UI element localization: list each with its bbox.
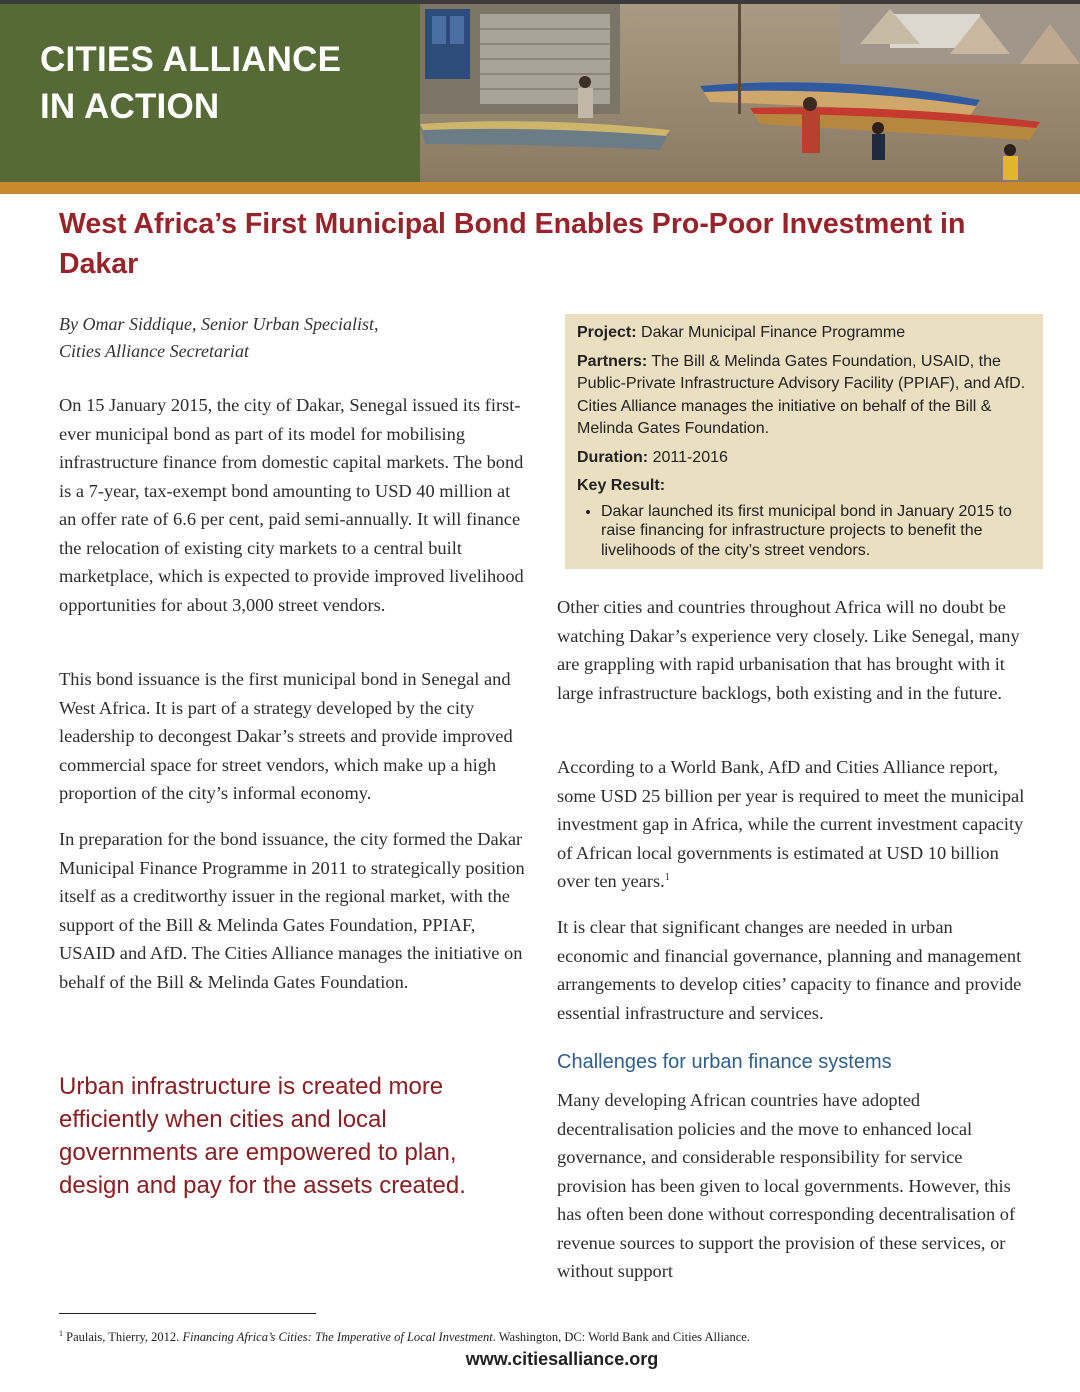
footnote-reference[interactable]: 1	[664, 871, 670, 883]
footnote-author: Paulais, Thierry, 2012.	[66, 1330, 183, 1345]
banner-title-line-1: CITIES ALLIANCE	[40, 40, 342, 79]
right-paragraph-2	[557, 753, 1027, 896]
left-paragraph-1: On 15 January 2015, the city of Dakar, Senegal issued its first-ever municipal bond as part of its model for mobilising infrastructure finance from domestic capital markets. The bond is a 7-year, tax-exempt bond amounting to USD 40 million at an offer rate of 6.6 per cent, paid semi-annually. It will finance the relocation of existing city markets to a central built marketplace, which is expected to provide improved livelihood opportunities for about 3,000 street vendors.	[59, 395, 524, 615]
left-paragraph-3: In preparation for the bond issuance, the city formed the Dakar Municipal Finance Programme in 2011 to strategically position itself as a creditworthy issuer in the regional market, with the support of the Bill & Melinda Gates Foundation, PPIAF, USAID and AfD. The Cities Alliance manages the initiative on behalf of the Bill & Melinda Gates Foundation.	[59, 829, 525, 992]
article-title: West Africa’s First Municipal Bond Enables Pro-Poor Investment in Dakar	[59, 208, 966, 280]
project-info-box	[565, 314, 1043, 569]
project-row	[577, 322, 1031, 345]
partners-label: Partners:	[577, 352, 648, 370]
footnote	[59, 1325, 1039, 1346]
right-paragraph-3: It is clear that significant changes are needed in urban economic and financial governance, planning and management arrangements to develop cities’ capacity to finance and provide essential infrastructure and services.	[557, 917, 1022, 1023]
partners-value: The Bill & Melinda Gates Foundation, USAID, the Public-Private Infrastructure Advisory Facility (PPIAF), and AfD. Cities Alliance manages the initiative on behalf of the Bill & Melinda Gates Foundation.	[577, 352, 1026, 437]
byline-author: By Omar Siddique, Senior Urban Specialist,	[59, 314, 379, 334]
byline	[59, 311, 509, 365]
project-label: Project:	[577, 324, 637, 341]
banner-title-block	[0, 4, 420, 182]
header-banner	[0, 0, 1080, 194]
duration-value: 2011-2016	[652, 448, 728, 466]
footnote-title: Financing Africa’s Cities: The Imperative of Local Investment	[182, 1330, 493, 1345]
footnote-rule	[59, 1313, 316, 1314]
left-paragraph-2: This bond issuance is the first municipal bond in Senegal and West Africa. It is part of a strategy developed by the city leadership to decongest Dakar’s streets and provide improved commercial space for street vendors, which make up a high proportion of the city’s informal economy.	[59, 669, 513, 803]
duration-row	[577, 447, 1031, 470]
key-result-list	[577, 502, 1031, 561]
beach-boats-photo	[420, 4, 1080, 182]
key-result-label: Key Result:	[577, 477, 666, 494]
right-paragraph-2-text: According to a World Bank, AfD and Cities Alliance report, some USD 25 billion per year is required to meet the municipal investment gap in Africa, while the current investment capacity of African local governments is estimated at USD 10 billion over ten years.	[557, 757, 1025, 891]
right-paragraph-1: Other cities and countries throughout Africa will no doubt be watching Dakar’s experience very closely. Like Senegal, many are grappling with rapid urbanisation that has brought with it large infrastructure backlogs, both existing and in the future.	[557, 597, 1020, 703]
project-value: Dakar Municipal Finance Programme	[641, 324, 906, 341]
duration-label: Duration:	[577, 448, 649, 466]
banner-photo	[420, 4, 1080, 182]
footer-url-link[interactable]: www.citiesalliance.org	[465, 1349, 659, 1369]
footnote-publisher: . Washington, DC: World Bank and Cities Alliance.	[492, 1330, 750, 1345]
footnote-number: 1	[59, 1329, 63, 1338]
pull-quote: Urban infrastructure is created more efficiently when cities and local governments are empowered to plan, design and pay for the assets created.	[59, 1073, 466, 1199]
key-result-item: • Dakar launched its first municipal bond in January 2015 to raise financing for infrastructure projects to benefit the livelihoods of the city’s street vendors.	[601, 502, 1031, 561]
right-paragraph-4: Many developing African countries have adopted decentralisation policies and the move to enhanced local governance, and considerable responsibility for service provision has been given to local governments. However, this has often been done without corresponding decentralisation of revenue sources to support the provision of these services, or without support	[557, 1090, 1016, 1281]
key-result-row	[577, 475, 1031, 498]
banner-title	[40, 36, 410, 130]
banner-title-line-2: IN ACTION	[40, 87, 220, 126]
partners-row	[577, 351, 1031, 441]
section-subheading: Challenges for urban finance systems	[557, 1051, 892, 1073]
banner-gold-bar	[0, 182, 1080, 194]
byline-affiliation: Cities Alliance Secretariat	[59, 341, 249, 361]
